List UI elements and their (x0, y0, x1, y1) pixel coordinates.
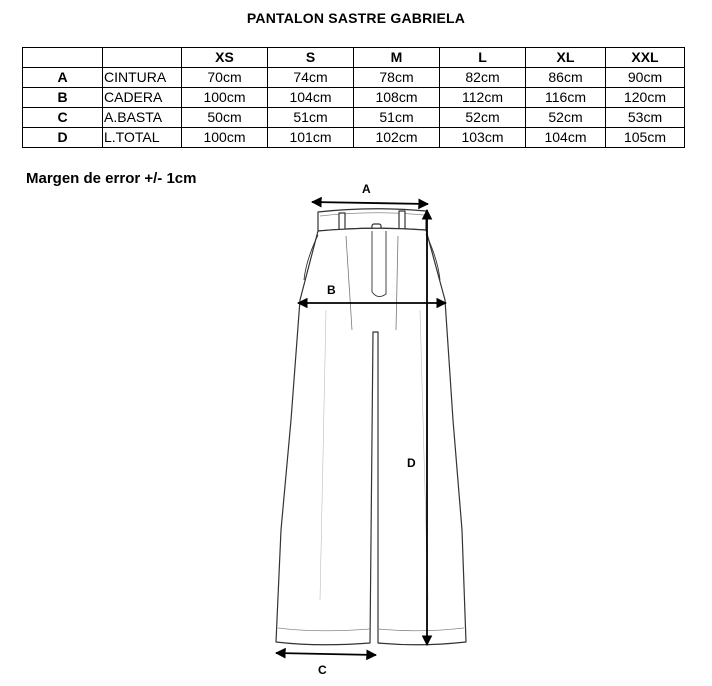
pants-outline (276, 209, 466, 645)
page-title: PANTALON SASTRE GABRIELA (246, 10, 466, 26)
table-cell: 52cm (440, 108, 526, 128)
row-letter: C (23, 108, 103, 128)
margin-of-error-note: Margen de error +/- 1cm (26, 170, 197, 187)
table-cell: 100cm (182, 88, 268, 108)
table-cell: 78cm (354, 68, 440, 88)
table-cell: 53cm (606, 108, 685, 128)
table-cell: 74cm (268, 68, 354, 88)
header-cell-s: S (268, 48, 354, 68)
arrow-a-waist (312, 202, 428, 204)
table-cell: 100cm (182, 128, 268, 148)
label-b: B (327, 283, 336, 297)
table-cell: 108cm (354, 88, 440, 108)
table-cell: 70cm (182, 68, 268, 88)
table-cell: 86cm (526, 68, 606, 88)
table-cell: 90cm (606, 68, 685, 88)
measure-name: CINTURA (103, 68, 182, 88)
table-cell: 116cm (526, 88, 606, 108)
label-c: C (318, 663, 327, 677)
table-cell: 104cm (268, 88, 354, 108)
label-a: A (362, 182, 371, 196)
arrow-c-hem (276, 653, 376, 655)
table-cell: 112cm (440, 88, 526, 108)
measure-name: CADERA (103, 88, 182, 108)
header-cell-l: L (440, 48, 526, 68)
table-cell: 103cm (440, 128, 526, 148)
table-cell: 102cm (354, 128, 440, 148)
header-cell-xs: XS (182, 48, 268, 68)
table-cell: 51cm (268, 108, 354, 128)
table-cell: 104cm (526, 128, 606, 148)
header-cell-m: M (354, 48, 440, 68)
label-d: D (407, 456, 416, 470)
measure-name: L.TOTAL (103, 128, 182, 148)
row-letter: A (23, 68, 103, 88)
header-cell-xxl: XXL (606, 48, 685, 68)
table-cell: 51cm (354, 108, 440, 128)
header-cell-xl: XL (526, 48, 606, 68)
table-cell: 105cm (606, 128, 685, 148)
row-letter: D (23, 128, 103, 148)
table-cell: 50cm (182, 108, 268, 128)
table-cell: 101cm (268, 128, 354, 148)
row-letter: B (23, 88, 103, 108)
table-cell: 120cm (606, 88, 685, 108)
table-cell: 52cm (526, 108, 606, 128)
table-cell: 82cm (440, 68, 526, 88)
measure-name: A.BASTA (103, 108, 182, 128)
